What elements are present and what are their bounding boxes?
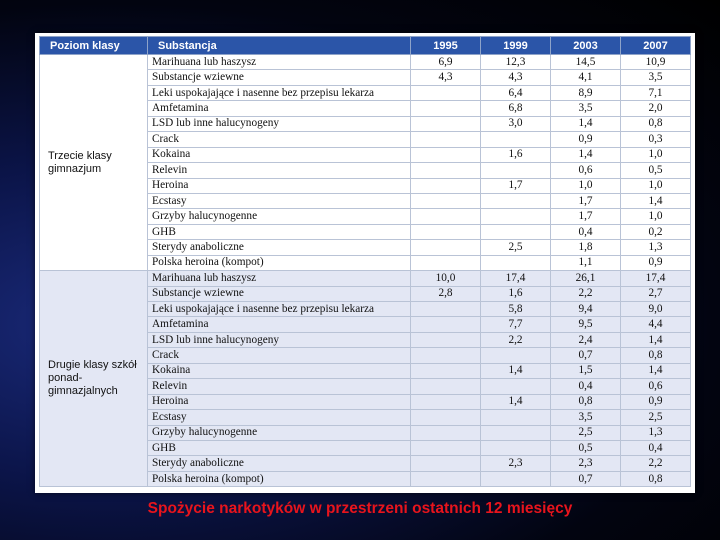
value-cell: 1,7 (551, 209, 621, 224)
value-cell: 1,4 (621, 193, 691, 208)
table-frame (35, 33, 695, 493)
value-cell (481, 163, 551, 178)
value-cell (411, 332, 481, 347)
substance-cell: Marihuana lub haszysz (148, 271, 411, 286)
substance-cell: Substancje wziewne (148, 70, 411, 85)
substance-cell: Crack (148, 132, 411, 147)
value-cell (411, 440, 481, 455)
substance-cell: Grzyby halucynogenne (148, 209, 411, 224)
value-cell (411, 394, 481, 409)
value-cell: 0,7 (551, 348, 621, 363)
header-year: 2003 (551, 37, 621, 55)
value-cell: 2,5 (481, 240, 551, 255)
value-cell (411, 410, 481, 425)
value-cell (481, 410, 551, 425)
value-cell: 6,9 (411, 55, 481, 70)
value-cell: 1,3 (621, 240, 691, 255)
value-cell: 0,4 (551, 379, 621, 394)
value-cell: 2,8 (411, 286, 481, 301)
value-cell (411, 425, 481, 440)
value-cell (481, 255, 551, 270)
value-cell: 1,0 (621, 209, 691, 224)
value-cell (411, 255, 481, 270)
value-cell: 1,6 (481, 147, 551, 162)
table-row (40, 271, 691, 286)
value-cell: 2,5 (621, 410, 691, 425)
value-cell: 1,7 (481, 178, 551, 193)
value-cell: 1,4 (481, 363, 551, 378)
header-year: 2007 (621, 37, 691, 55)
value-cell: 1,4 (551, 116, 621, 131)
value-cell: 2,2 (551, 286, 621, 301)
substance-cell: Sterydy anaboliczne (148, 240, 411, 255)
value-cell (481, 224, 551, 239)
value-cell: 1,0 (621, 178, 691, 193)
value-cell: 0,5 (621, 163, 691, 178)
table-row (40, 55, 691, 70)
substance-cell: LSD lub inne halucynogeny (148, 116, 411, 131)
substance-cell: Crack (148, 348, 411, 363)
value-cell: 10,0 (411, 271, 481, 286)
value-cell: 0,9 (621, 255, 691, 270)
group-ponadgimnazjalne (40, 271, 691, 487)
value-cell: 4,1 (551, 70, 621, 85)
value-cell: 0,2 (621, 224, 691, 239)
value-cell (481, 132, 551, 147)
value-cell: 2,4 (551, 332, 621, 347)
value-cell (411, 163, 481, 178)
substance-cell: Marihuana lub haszysz (148, 55, 411, 70)
value-cell: 1,1 (551, 255, 621, 270)
value-cell: 1,4 (481, 394, 551, 409)
value-cell: 0,6 (621, 379, 691, 394)
value-cell: 0,8 (621, 116, 691, 131)
value-cell: 2,2 (481, 332, 551, 347)
value-cell: 3,0 (481, 116, 551, 131)
value-cell (481, 471, 551, 486)
group-gimnazjum (40, 55, 691, 271)
value-cell: 2,7 (621, 286, 691, 301)
header-year: 1995 (411, 37, 481, 55)
value-cell: 2,2 (621, 456, 691, 471)
value-cell (411, 224, 481, 239)
value-cell (411, 101, 481, 116)
substance-cell: Polska heroina (kompot) (148, 471, 411, 486)
value-cell: 1,6 (481, 286, 551, 301)
substance-cell: Heroina (148, 394, 411, 409)
slide-caption: Spożycie narkotyków w przestrzeni ostatnich 12 miesięcy (147, 500, 573, 517)
value-cell: 1,0 (621, 147, 691, 162)
value-cell (411, 147, 481, 162)
value-cell: 1,4 (621, 363, 691, 378)
class-level-cell: Drugie klasy szkół ponad-gimnazjalnych (40, 271, 148, 487)
value-cell (411, 240, 481, 255)
value-cell: 17,4 (481, 271, 551, 286)
substance-cell: Polska heroina (kompot) (148, 255, 411, 270)
value-cell: 2,5 (551, 425, 621, 440)
substance-cell: Ecstasy (148, 410, 411, 425)
value-cell: 1,4 (621, 332, 691, 347)
class-level-cell: Trzecie klasy gimnazjum (40, 55, 148, 271)
value-cell: 26,1 (551, 271, 621, 286)
value-cell (411, 178, 481, 193)
value-cell: 4,3 (481, 70, 551, 85)
value-cell: 10,9 (621, 55, 691, 70)
value-cell (411, 456, 481, 471)
value-cell: 0,7 (551, 471, 621, 486)
header-row (40, 37, 691, 55)
value-cell: 9,0 (621, 302, 691, 317)
value-cell: 1,8 (551, 240, 621, 255)
substance-cell: Ecstasy (148, 193, 411, 208)
value-cell (411, 209, 481, 224)
value-cell (411, 193, 481, 208)
value-cell: 0,6 (551, 163, 621, 178)
value-cell (481, 440, 551, 455)
substance-cell: Relevin (148, 379, 411, 394)
drug-use-table (39, 36, 691, 487)
value-cell: 14,5 (551, 55, 621, 70)
value-cell: 1,0 (551, 178, 621, 193)
substance-cell: LSD lub inne halucynogeny (148, 332, 411, 347)
value-cell: 7,1 (621, 85, 691, 100)
substance-cell: Substancje wziewne (148, 286, 411, 301)
header-level: Poziom klasy (40, 37, 148, 55)
value-cell: 12,3 (481, 55, 551, 70)
value-cell: 4,4 (621, 317, 691, 332)
value-cell (481, 209, 551, 224)
value-cell (411, 379, 481, 394)
value-cell: 0,4 (621, 440, 691, 455)
substance-cell: Kokaina (148, 363, 411, 378)
value-cell: 0,9 (551, 132, 621, 147)
substance-cell: Heroina (148, 178, 411, 193)
value-cell (411, 116, 481, 131)
value-cell (411, 363, 481, 378)
value-cell: 3,5 (621, 70, 691, 85)
header-year: 1999 (481, 37, 551, 55)
value-cell (481, 193, 551, 208)
value-cell: 0,3 (621, 132, 691, 147)
substance-cell: Leki uspokajające i nasenne bez przepisu lekarza (148, 302, 411, 317)
value-cell: 4,3 (411, 70, 481, 85)
substance-cell: Amfetamina (148, 101, 411, 116)
value-cell: 1,7 (551, 193, 621, 208)
value-cell: 1,4 (551, 147, 621, 162)
value-cell (411, 132, 481, 147)
value-cell: 2,3 (551, 456, 621, 471)
value-cell (411, 302, 481, 317)
value-cell: 2,3 (481, 456, 551, 471)
value-cell (481, 379, 551, 394)
substance-cell: Kokaina (148, 147, 411, 162)
value-cell (481, 425, 551, 440)
header-substance: Substancja (148, 37, 411, 55)
value-cell (411, 317, 481, 332)
substance-cell: Grzyby halucynogenne (148, 425, 411, 440)
value-cell: 0,8 (551, 394, 621, 409)
value-cell: 6,8 (481, 101, 551, 116)
value-cell: 7,7 (481, 317, 551, 332)
value-cell (481, 348, 551, 363)
value-cell: 0,4 (551, 224, 621, 239)
value-cell: 1,5 (551, 363, 621, 378)
value-cell: 3,5 (551, 410, 621, 425)
substance-cell: Leki uspokajające i nasenne bez przepisu lekarza (148, 85, 411, 100)
value-cell: 3,5 (551, 101, 621, 116)
substance-cell: Sterydy anaboliczne (148, 456, 411, 471)
value-cell: 9,5 (551, 317, 621, 332)
value-cell: 2,0 (621, 101, 691, 116)
substance-cell: GHB (148, 224, 411, 239)
value-cell: 9,4 (551, 302, 621, 317)
value-cell: 17,4 (621, 271, 691, 286)
value-cell: 6,4 (481, 85, 551, 100)
substance-cell: GHB (148, 440, 411, 455)
value-cell (411, 85, 481, 100)
value-cell (411, 348, 481, 363)
value-cell: 0,9 (621, 394, 691, 409)
value-cell: 1,3 (621, 425, 691, 440)
value-cell: 0,5 (551, 440, 621, 455)
value-cell: 0,8 (621, 471, 691, 486)
value-cell (411, 471, 481, 486)
substance-cell: Relevin (148, 163, 411, 178)
value-cell: 8,9 (551, 85, 621, 100)
value-cell: 5,8 (481, 302, 551, 317)
substance-cell: Amfetamina (148, 317, 411, 332)
value-cell: 0,8 (621, 348, 691, 363)
